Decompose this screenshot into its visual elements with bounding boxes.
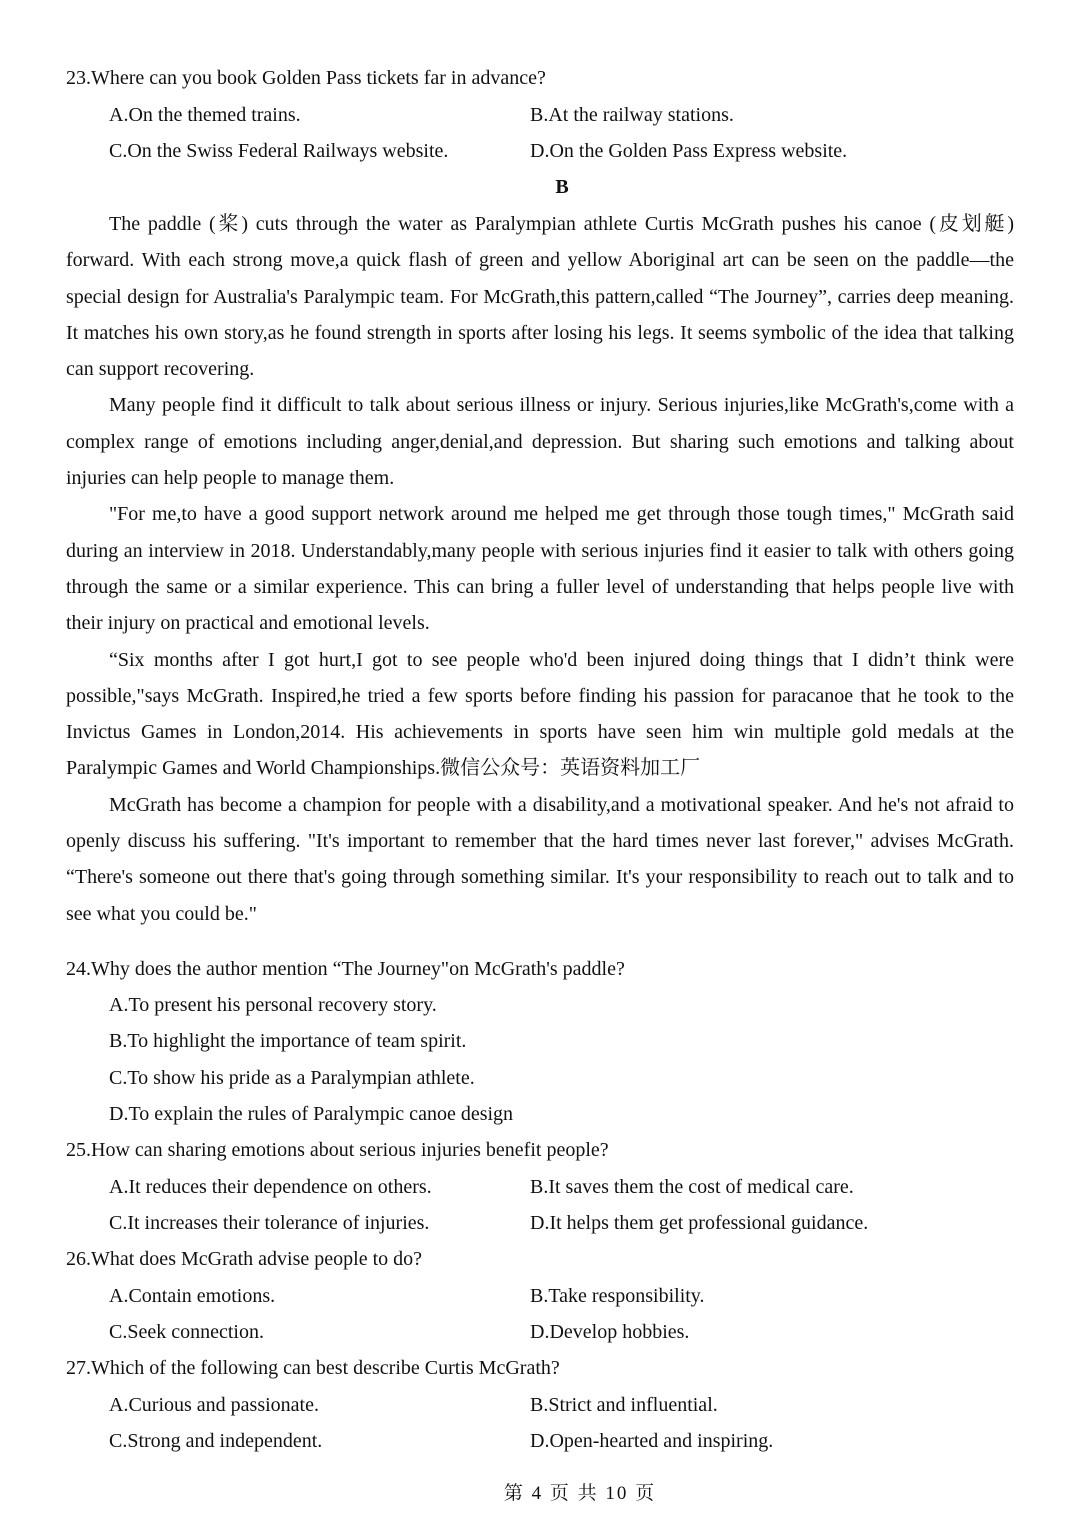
q27-option-c: C.Strong and independent. — [109, 1430, 323, 1452]
passage — [66, 206, 1014, 932]
q26-option-a: A.Contain emotions. — [109, 1285, 276, 1307]
question-23: 23.Where can you book Golden Pass tickets far in advance? — [66, 67, 546, 89]
q25-option-d: D.It helps them get professional guidance. — [530, 1212, 869, 1234]
q26-option-b: B.Take responsibility. — [530, 1285, 705, 1307]
question-25: 25.How can sharing emotions about serious injuries benefit people? — [66, 1139, 609, 1161]
passage-paragraph-4: “Six months after I got hurt,I got to see people who'd been injured doing things that I didn’t think were possible,"says McGrath. Inspired,he tried a few sports before finding his passion for paracanoe that he took to the Invictus Games in London,2014. His achievements in sports have seen him win multiple gold medals at the Paralympic Games and World Championships.微信公众号：英语资料加工厂 — [66, 648, 1014, 780]
question-24: 24.Why does the author mention “The Journey"on McGrath's paddle? — [66, 958, 625, 980]
section-heading: B — [555, 176, 569, 198]
q24-option-b: B.To highlight the importance of team spirit. — [109, 1030, 467, 1052]
q26-option-c: C.Seek connection. — [109, 1321, 264, 1343]
q26-option-d: D.Develop hobbies. — [530, 1321, 690, 1343]
q25-option-a: A.It reduces their dependence on others. — [109, 1176, 432, 1198]
page-footer: 第 4 页 共 10 页 — [503, 1483, 657, 1504]
passage-paragraph-3: "For me,to have a good support network around me helped me get through those tough times," McGrath said during an interview in 2018. Understandably,many people with serious injuries find it easier to talk with others going through the same or a similar experience. This can bring a fuller level of understanding that helps people live with their injury on practical and emotional levels. — [66, 503, 1014, 635]
q25-option-c: C.It increases their tolerance of injuries. — [109, 1212, 430, 1234]
q23-option-c: C.On the Swiss Federal Railways website. — [109, 140, 449, 162]
question-27: 27.Which of the following can best describe Curtis McGrath? — [66, 1357, 560, 1379]
passage-paragraph-1: The paddle (桨) cuts through the water as Paralympian athlete Curtis McGrath pushes his canoe (皮划艇) forward. With each strong move,a quick flash of green and yellow Aboriginal art can be seen on the paddle—the special design for Australia's Paralympic team. For McGrath,this pattern,called “The Journey”, carries deep meaning. It matches his own story,as he found strength in sports after losing his legs. It seems symbolic of the idea that talking can support recovering. — [66, 213, 1014, 381]
q24-option-a: A.To present his personal recovery story. — [109, 994, 437, 1016]
q23-option-b: B.At the railway stations. — [530, 104, 734, 126]
q27-option-b: B.Strict and influential. — [530, 1394, 718, 1416]
q24-option-d: D.To explain the rules of Paralympic canoe design — [109, 1103, 514, 1125]
passage-paragraph-2: Many people find it difficult to talk about serious illness or injury. Serious injuries,like McGrath's,come with a complex range of emotions including anger,denial,and depression. But sharing such emotions and talking about injuries can help people to manage them. — [66, 394, 1014, 490]
q23-option-a: A.On the themed trains. — [109, 104, 301, 126]
q27-option-d: D.Open-hearted and inspiring. — [530, 1430, 774, 1452]
question-26: 26.What does McGrath advise people to do? — [66, 1248, 423, 1270]
q23-option-d: D.On the Golden Pass Express website. — [530, 140, 848, 162]
q27-option-a: A.Curious and passionate. — [109, 1394, 319, 1416]
q25-option-b: B.It saves them the cost of medical care. — [530, 1176, 854, 1198]
passage-paragraph-5: McGrath has become a champion for people with a disability,and a motivational speaker. And he's not afraid to openly discuss his suffering. "It's important to remember that the hard times never last forever," advises McGrath. “There's someone out there that's going through something similar. It's your responsibility to reach out to talk and to see what you could be." — [66, 793, 1014, 925]
q24-option-c: C.To show his pride as a Paralympian athlete. — [109, 1067, 475, 1089]
